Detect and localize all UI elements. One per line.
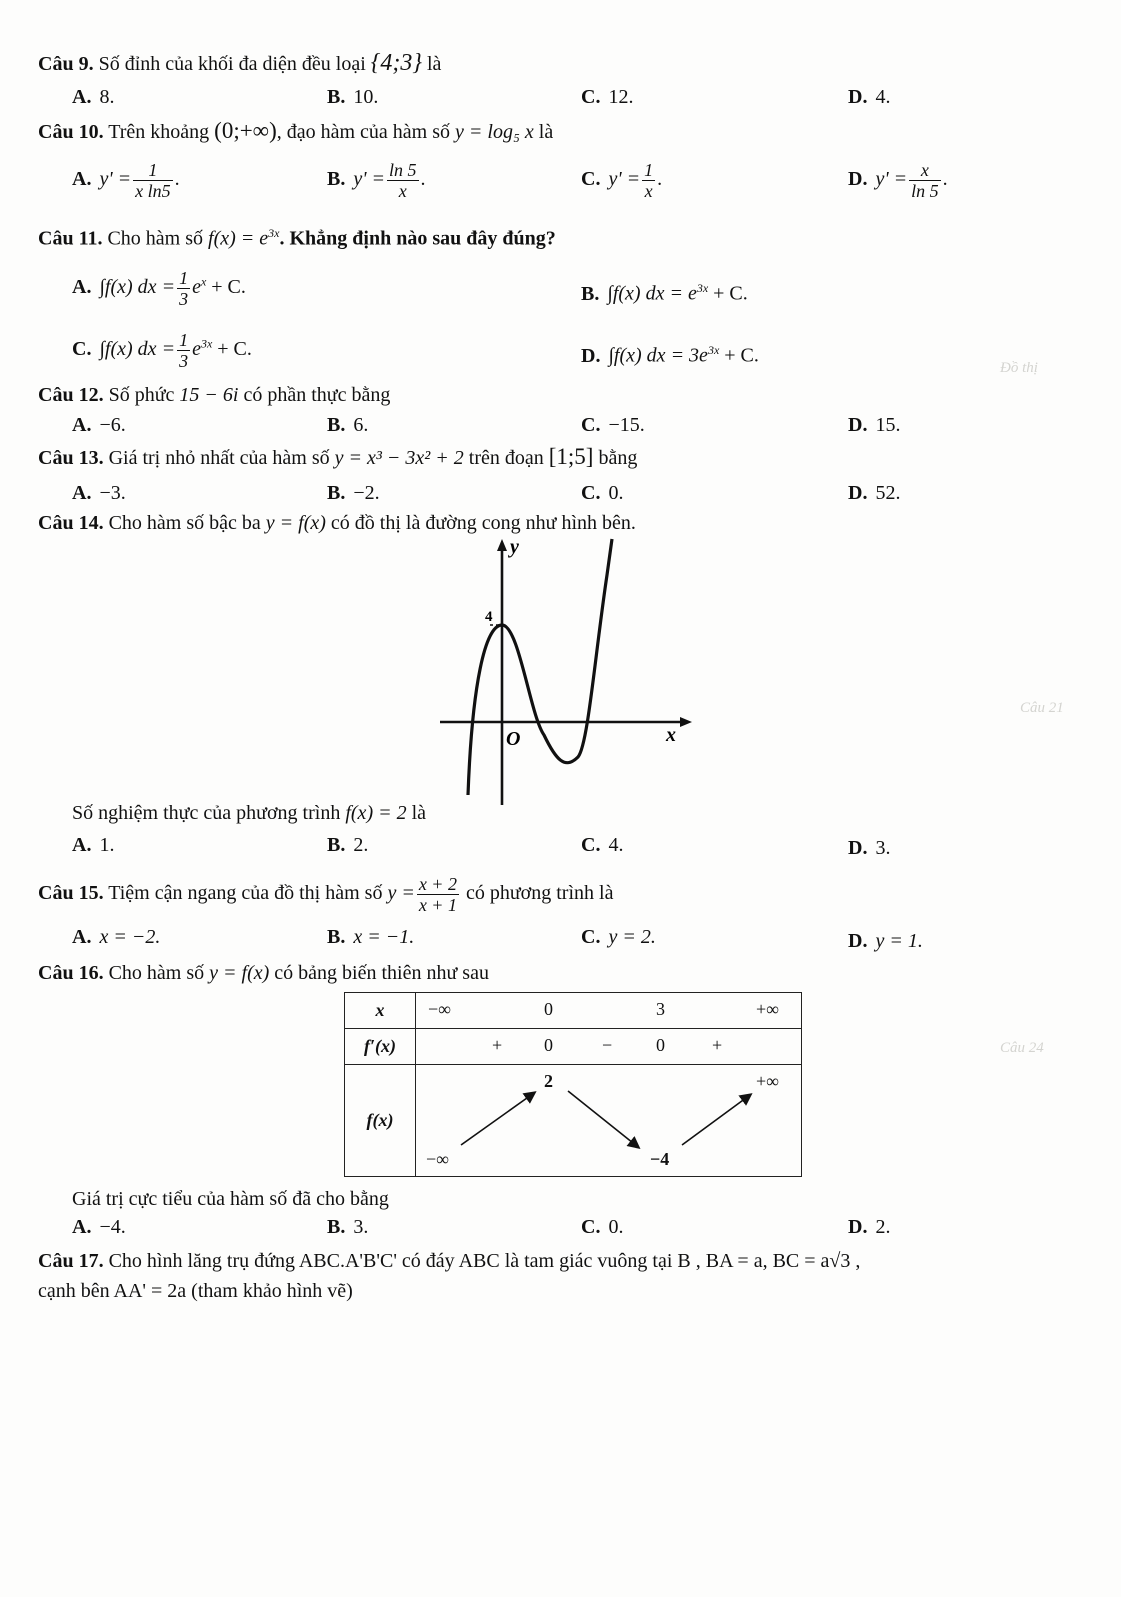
max-value-label: 4 — [485, 609, 493, 625]
bleed-through-text: Đồ thị — [1000, 360, 1038, 376]
q14-option-a[interactable]: A. 1. — [72, 834, 115, 856]
q14-stem: Câu 14. Cho hàm số bậc ba y = f(x) có đồ thị là đường cong như hình bên. — [38, 512, 636, 534]
q12-option-c[interactable]: C. −15. — [581, 414, 645, 436]
q15-stem: Câu 15. Tiệm cận ngang của đồ thị hàm số y = $\frac{x + 2}{x + 1}$ có phương trình là — [38, 874, 614, 915]
fprime-signs-row: + 0 − 0 + — [416, 1029, 802, 1065]
q16-option-c[interactable]: C. 0. — [581, 1216, 624, 1238]
q9-label: Câu 9. — [38, 53, 94, 75]
q14-question: Số nghiệm thực của phương trình f(x) = 2 là — [72, 802, 427, 824]
q10-option-b[interactable]: B. y' = $\frac{\ln 5}{x}$ . — [327, 160, 426, 201]
x-axis-arrow-icon — [680, 717, 692, 727]
q14-option-b[interactable]: B. 2. — [327, 834, 369, 856]
bleed-through-text: Câu 21 — [1020, 700, 1064, 716]
q10-stem: Câu 10. Trên khoảng (0;+∞), đạo hàm của hàm số y = log₅ x là — [38, 118, 554, 143]
q13-stem: Câu 13. Giá trị nhỏ nhất của hàm số y = x³ − 3x² + 2 trên đoạn [1;5] bằng — [38, 444, 638, 469]
q9-option-d[interactable]: D. 4. — [848, 86, 891, 108]
cubic-curve — [468, 539, 612, 795]
q11-option-c[interactable]: C. ∫f(x) dx = $\frac{1}{3}$ $e^{3x} + C$. — [72, 330, 252, 371]
q13-option-a[interactable]: A. −3. — [72, 482, 126, 504]
q10-option-d[interactable]: D. y' = $\frac{x}{\ln 5}$ . — [848, 160, 948, 201]
q16-option-d[interactable]: D. 2. — [848, 1216, 891, 1238]
q10-option-a[interactable]: A. y' = $\frac{1}{\text{x ln5}}$ . — [72, 160, 180, 201]
q14-option-d[interactable]: D. 3. — [848, 837, 891, 859]
q12-option-d[interactable]: D. 15. — [848, 414, 901, 436]
q14-option-c[interactable]: C. 4. — [581, 834, 624, 856]
q16-option-b[interactable]: B. 3. — [327, 1216, 369, 1238]
q16-option-a[interactable]: A. −4. — [72, 1216, 126, 1238]
q14-cubic-graph — [430, 535, 710, 810]
q15-option-d[interactable]: D. y = 1. — [848, 930, 923, 952]
q17-stem-line2: cạnh bên AA' = 2a (tham khảo hình vẽ) — [38, 1280, 353, 1302]
x-values-row: −∞ 0 3 +∞ — [416, 993, 802, 1029]
f-header: f(x) — [345, 1065, 416, 1177]
x-axis-label: x — [666, 724, 676, 746]
q15-option-b[interactable]: B. x = −1. — [327, 926, 415, 948]
bleed-through-text: Câu 24 — [1000, 1040, 1044, 1056]
q16-stem: Câu 16. Cho hàm số y = f(x) có bảng biến thiên như sau — [38, 962, 489, 984]
f-values-row: −∞ 2 −4 +∞ — [416, 1065, 802, 1177]
x-header: x — [345, 993, 416, 1029]
q12-stem: Câu 12. Số phức 15 − 6i có phần thực bằng — [38, 384, 391, 406]
q9-stem: Câu 9. Số đỉnh của khối đa diện đều loại {4;3} là — [38, 50, 442, 76]
y-axis-arrow-icon — [497, 539, 507, 551]
arrow-up-1 — [461, 1093, 534, 1145]
q16-question: Giá trị cực tiểu của hàm số đã cho bằng — [72, 1188, 389, 1210]
q10-option-c[interactable]: C. y' = $\frac{1}{x}$ . — [581, 160, 663, 201]
q13-option-b[interactable]: B. −2. — [327, 482, 380, 504]
q13-option-d[interactable]: D. 52. — [848, 482, 901, 504]
origin-label: O — [506, 728, 521, 750]
q11-option-b[interactable]: B. ∫f(x) dx = $e^{3x} + C$. — [581, 281, 748, 305]
y-axis-label: y — [510, 536, 519, 558]
q11-option-d[interactable]: D. ∫f(x) dx = $3e^{3x} + C$. — [581, 343, 759, 367]
q17-stem-line1: Câu 17. Cho hình lăng trụ đứng ABC.A'B'C' có đáy ABC là tam giác vuông tại B , BA = a, BC = a√3 , — [38, 1250, 861, 1272]
q15-option-c[interactable]: C. y = 2. — [581, 926, 656, 948]
variation-arrows — [416, 1065, 801, 1177]
q12-option-b[interactable]: B. 6. — [327, 414, 369, 436]
fprime-header: f′(x) — [345, 1029, 416, 1065]
q11-stem: Câu 11. Cho hàm số $f(x) = e^{3x}$. Khẳng định nào sau đây đúng? — [38, 226, 556, 250]
arrow-up-2 — [682, 1095, 750, 1145]
q15-option-a[interactable]: A. x = −2. — [72, 926, 161, 948]
variation-table — [344, 992, 802, 1177]
q9-option-a[interactable]: A. 8. — [72, 86, 115, 108]
q13-option-c[interactable]: C. 0. — [581, 482, 624, 504]
arrow-down — [568, 1091, 638, 1147]
q12-option-a[interactable]: A. −6. — [72, 414, 126, 436]
q11-option-a[interactable]: A. ∫f(x) dx = $\frac{1}{3}$ $e^x + C$. — [72, 268, 246, 309]
q9-option-b[interactable]: B. 10. — [327, 86, 379, 108]
q9-option-c[interactable]: C. 12. — [581, 86, 634, 108]
